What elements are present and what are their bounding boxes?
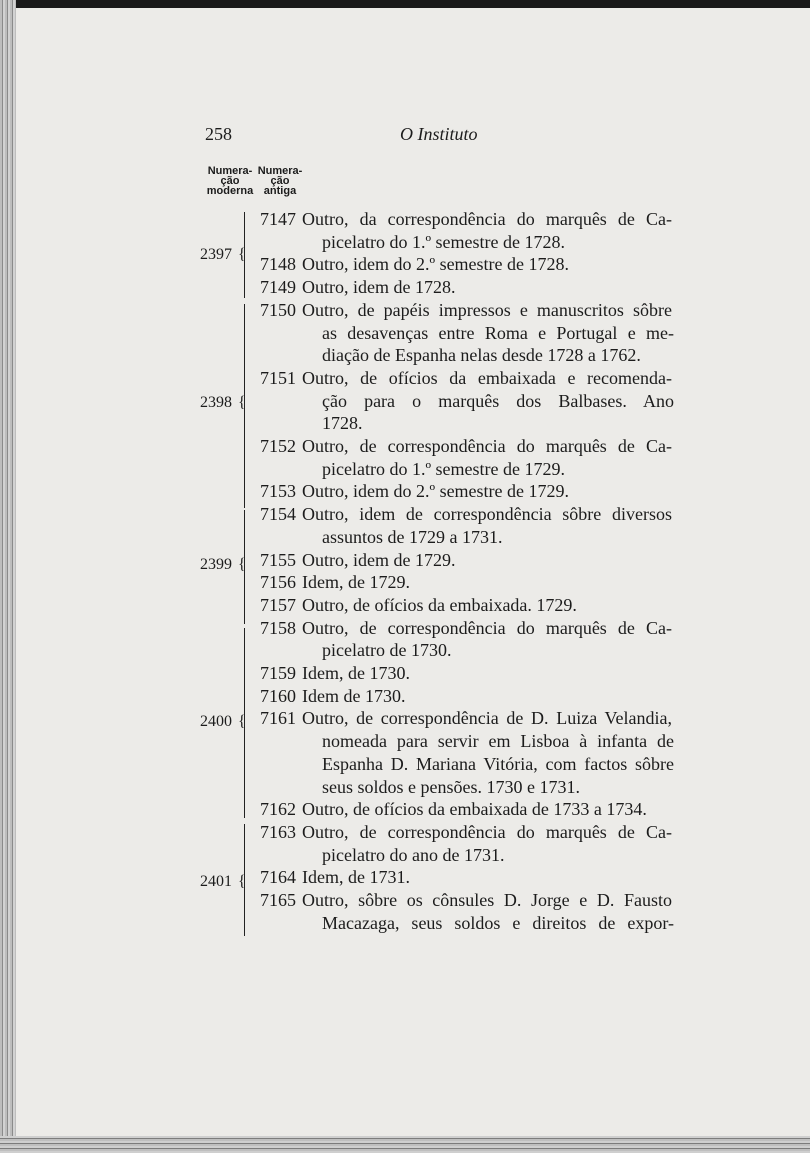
entry-text: Idem, de 1729.	[302, 572, 410, 593]
entry-text: 1728.	[322, 413, 363, 434]
entry-text: picelatro do ano de 1731.	[322, 844, 505, 865]
catalog-entry-continuation	[322, 753, 674, 776]
entry-number: 7163	[260, 821, 296, 842]
book-edge-left	[0, 0, 16, 1153]
entry-text: nomeada para servir em Lisboa à infanta de	[322, 731, 674, 752]
entry-text: Outro, de correspondência do marquês de Ca-	[302, 821, 672, 842]
entry-text: Outro, idem de 1728.	[302, 277, 456, 298]
brace-icon: {	[238, 246, 246, 263]
catalog-entry	[260, 662, 410, 685]
entry-number: 7153	[260, 481, 296, 502]
entry-text: diação de Espanha nelas desde 1728 a 1762.	[322, 345, 641, 366]
entry-number: 7150	[260, 299, 296, 320]
catalog-entry	[260, 367, 672, 390]
entry-text: picelatro do 1.º semestre de 1728.	[322, 231, 566, 252]
catalog-entry	[260, 299, 672, 322]
group-number-2399: 2399	[200, 556, 232, 573]
catalog-entry-continuation	[322, 730, 674, 753]
brace-icon: {	[238, 556, 246, 573]
entry-text: Idem de 1730.	[302, 685, 406, 706]
catalog-entry-continuation	[322, 639, 451, 662]
entry-text: Outro, de correspondência do marquês de Ca-	[302, 617, 672, 638]
entry-text: Outro, sôbre os cônsules D. Jorge e D. Fausto	[302, 890, 672, 910]
entry-number: 7164	[260, 867, 296, 888]
brace-icon: {	[238, 713, 246, 730]
entry-number: 7149	[260, 277, 296, 298]
catalog-entry	[260, 571, 410, 594]
brace-icon: {	[238, 873, 246, 890]
catalog-entry	[260, 549, 455, 572]
entry-text: Outro, de ofícios da embaixada de 1733 a 1734.	[302, 799, 647, 820]
entry-text: Outro, de correspondência do marquês de Ca-	[302, 436, 672, 456]
entry-text: picelatro de 1730.	[322, 640, 452, 661]
catalog-entry-continuation	[322, 776, 580, 799]
entry-number: 7161	[260, 708, 296, 729]
catalog-entry	[260, 208, 672, 231]
catalog-entry-continuation	[322, 912, 674, 935]
group-number-2398: 2398	[200, 394, 232, 411]
entry-number: 7155	[260, 549, 296, 570]
brace-icon: {	[238, 394, 246, 411]
catalog-entry	[260, 889, 672, 912]
catalog-entry-continuation	[322, 458, 565, 481]
entry-text: Outro, de correspondência de D. Luiza Velandia,	[302, 708, 672, 729]
column-header-antiga: Numera- ção antiga	[257, 165, 303, 197]
catalog-entry	[260, 707, 672, 730]
group-number-2401: 2401	[200, 873, 232, 890]
catalog-entry	[260, 594, 577, 617]
catalog-entry	[260, 821, 672, 844]
entry-number: 7159	[260, 663, 296, 683]
group-number-2397: 2397	[200, 246, 232, 263]
catalog-entry-continuation	[322, 231, 565, 254]
catalog-entry	[260, 798, 647, 821]
entry-text: Outro, idem de 1729.	[302, 549, 456, 570]
catalog-entry-continuation	[322, 844, 504, 867]
entry-number: 7151	[260, 367, 296, 388]
book-page	[16, 8, 810, 1143]
page-number: 258	[205, 124, 232, 144]
entry-number: 7165	[260, 890, 296, 910]
entry-number: 7158	[260, 617, 296, 638]
entry-text: Outro, idem de correspondência sôbre diversos	[302, 504, 672, 525]
catalog-entry-continuation	[322, 412, 363, 435]
catalog-entry	[260, 253, 569, 276]
entry-number: 7147	[260, 209, 296, 229]
entry-text: Outro, idem do 2.º semestre de 1728.	[302, 254, 570, 275]
entry-text: Outro, de ofícios da embaixada e recomenda-	[302, 367, 672, 388]
entry-text: Espanha D. Mariana Vitória, com factos sôbre	[322, 753, 674, 774]
entry-number: 7152	[260, 436, 296, 456]
catalog-entry	[260, 685, 405, 708]
running-head	[0, 124, 810, 150]
catalog-entry-continuation	[322, 344, 641, 367]
entry-text: ção para o marquês dos Balbases. Ano	[322, 390, 674, 411]
running-title: O Instituto	[400, 124, 478, 144]
entry-number: 7148	[260, 254, 296, 275]
catalog-entry-continuation	[322, 390, 674, 413]
group-number-2400: 2400	[200, 713, 232, 730]
entry-number: 7156	[260, 572, 296, 593]
column-header-moderna: Numera- ção moderna	[206, 165, 254, 197]
entry-text: seus soldos e pensões. 1730 e 1731.	[322, 776, 580, 797]
catalog-entry	[260, 435, 672, 458]
catalog-entry-continuation	[322, 322, 674, 345]
entry-number: 7162	[260, 799, 296, 820]
entry-text: Outro, idem do 2.º semestre de 1729.	[302, 481, 570, 502]
entry-text: Macazaga, seus soldos e direitos de expor-	[322, 912, 674, 933]
catalog-entry	[260, 617, 672, 640]
entry-number: 7157	[260, 594, 296, 615]
catalog-entry	[260, 503, 672, 526]
entry-number: 7160	[260, 685, 296, 706]
catalog-entry-continuation	[322, 526, 502, 549]
entry-text: picelatro do 1.º semestre de 1729.	[322, 458, 566, 479]
entry-text: assuntos de 1729 a 1731.	[322, 526, 503, 547]
entry-number: 7154	[260, 504, 296, 525]
entry-text: as desavenças entre Roma e Portugal e me-	[322, 322, 674, 343]
catalog-entry	[260, 276, 455, 299]
entry-text: Idem, de 1731.	[302, 867, 410, 888]
entry-text: Outro, de ofícios da embaixada. 1729.	[302, 594, 577, 615]
entry-text: Outro, de papéis impressos e manuscritos sôbre	[302, 299, 672, 320]
catalog-entry	[260, 866, 410, 889]
entry-text: Outro, da correspondência do marquês de Ca-	[302, 209, 672, 229]
book-edge-bottom	[0, 1136, 810, 1153]
catalog-entry	[260, 480, 569, 503]
entry-text: Idem, de 1730.	[302, 663, 410, 683]
